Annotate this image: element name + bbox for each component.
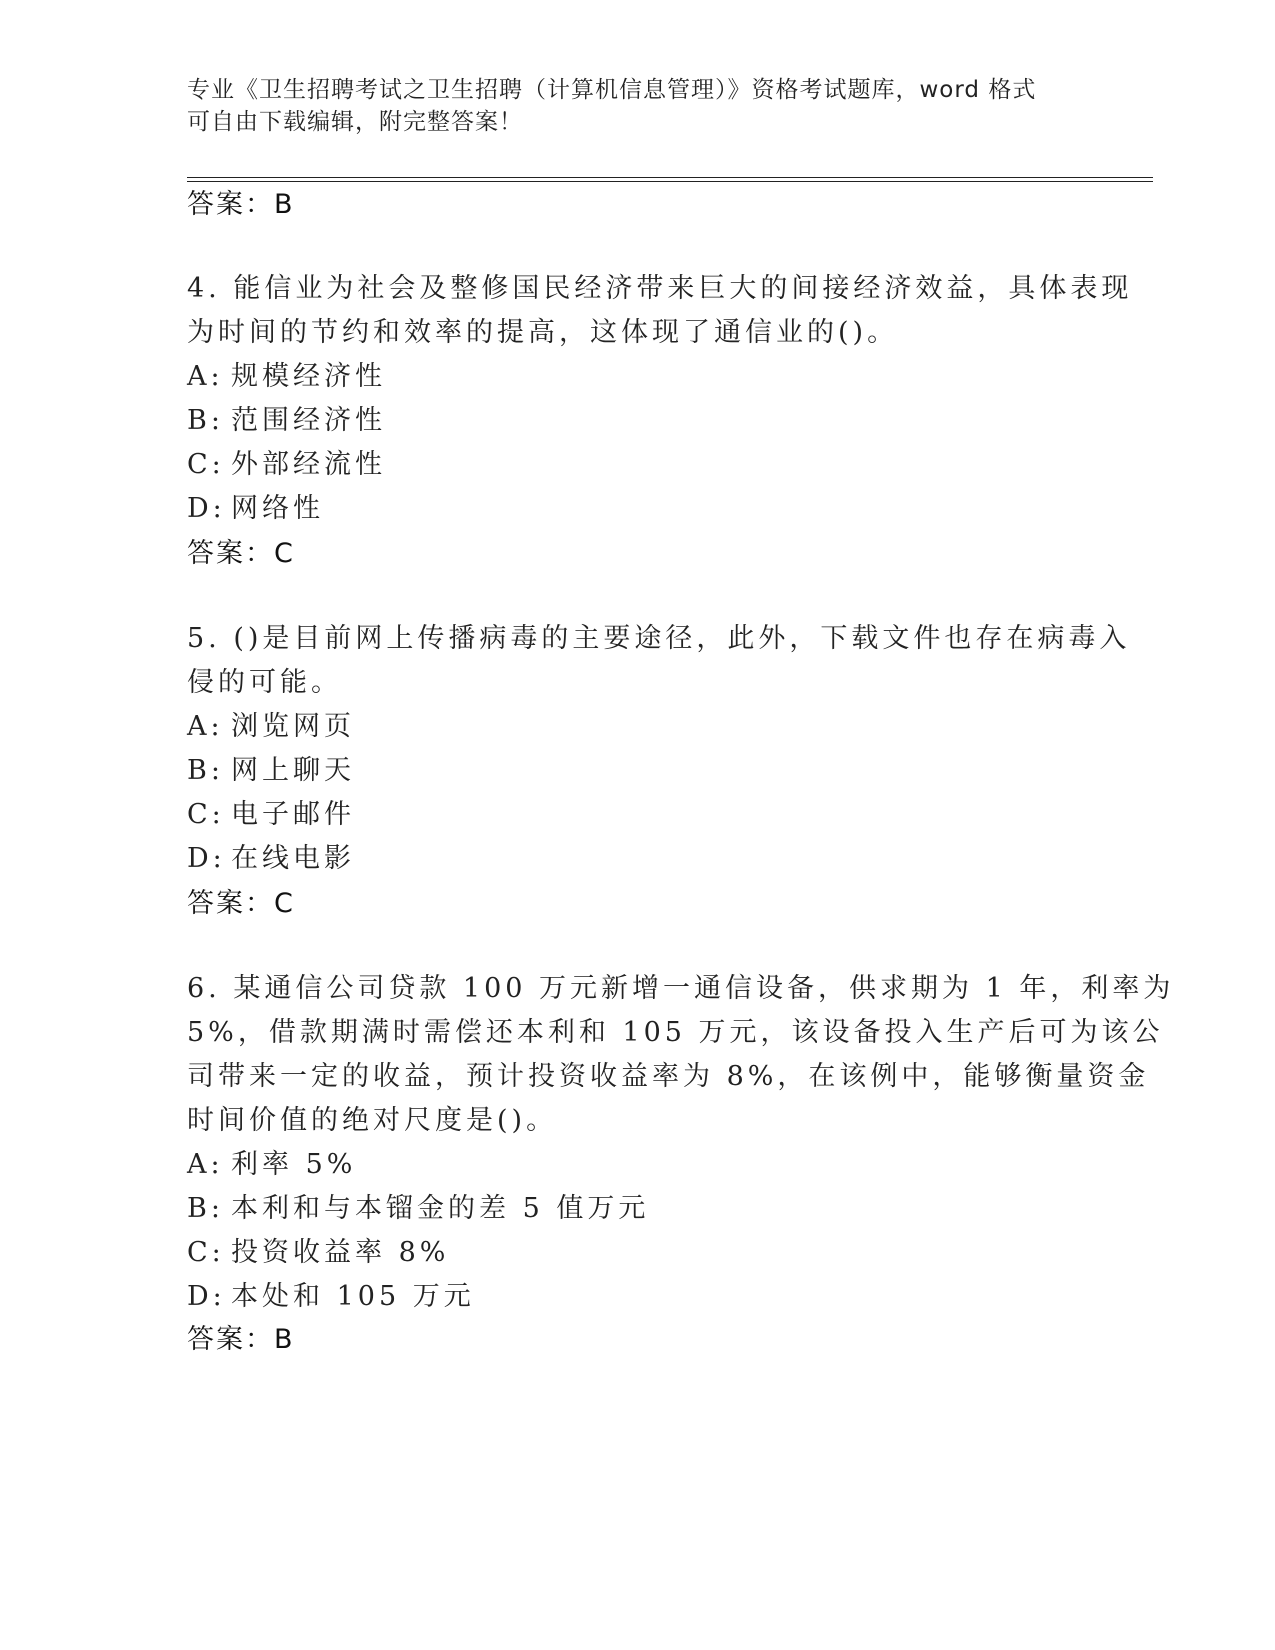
question-6-option-a (187, 1148, 356, 1182)
question-6-line-3: 司带来一定的收益，预计投资收益率为 8%，在该例中，能够衡量资金 (187, 1061, 1150, 1092)
question-5-line-1: 5. ()是目前网上传播病毒的主要途径，此外，下载文件也存在病毒入 (187, 623, 1131, 654)
option-text: 网络性 (231, 493, 324, 524)
question-6-answer: 答案：B (187, 1324, 295, 1355)
question-6-line-4: 时间价值的绝对尺度是()。 (187, 1105, 558, 1136)
question-6-line-2: 5%，借款期满时需偿还本利和 105 万元，该设备投入生产后可为该公 (187, 1017, 1164, 1048)
header-line-2: 可自由下载编辑，附完整答案！ (187, 109, 523, 135)
document-header (187, 74, 1067, 138)
option-letter: A: (187, 1149, 224, 1180)
previous-answer: 答案：B (187, 189, 295, 220)
option-letter: D: (187, 493, 226, 524)
option-letter: B: (187, 405, 224, 436)
question-5-option-c (187, 798, 355, 832)
question-6-line-1: 6. 某通信公司贷款 100 万元新增一通信设备，供求期为 1 年，利率为 (187, 973, 1175, 1004)
option-text: 电子邮件 (231, 799, 355, 830)
option-text: 本处和 105 万元 (231, 1281, 475, 1312)
option-text: 规模经济性 (231, 361, 386, 392)
question-4-answer: 答案：C (187, 538, 295, 569)
question-4-option-a (187, 360, 386, 394)
question-6-option-c (187, 1236, 449, 1270)
option-text: 外部经流性 (231, 449, 386, 480)
question-6-option-d (187, 1280, 475, 1314)
question-6-option-b (187, 1192, 649, 1226)
question-4-option-d (187, 492, 324, 526)
option-text: 在线电影 (231, 843, 355, 874)
question-5-line-2: 侵的可能。 (187, 667, 342, 698)
question-4-line-1: 4. 能信业为社会及整修国民经济带来巨大的间接经济效益，具体表现 (187, 273, 1133, 304)
option-letter: A: (187, 361, 224, 392)
option-letter: C: (187, 449, 225, 480)
option-letter: B: (187, 755, 224, 786)
question-4-option-c (187, 448, 386, 482)
option-letter: C: (187, 799, 225, 830)
question-5-option-d (187, 842, 355, 876)
option-letter: D: (187, 1281, 226, 1312)
option-text: 利率 5% (231, 1149, 357, 1180)
header-divider-top (187, 177, 1153, 178)
option-text: 网上聊天 (231, 755, 355, 786)
option-letter: C: (187, 1237, 225, 1268)
option-text: 本利和与本镏金的差 5 值万元 (231, 1193, 650, 1224)
header-divider-bottom (187, 181, 1153, 182)
header-line-1: 专业《卫生招聘考试之卫生招聘（计算机信息管理）》资格考试题库，word 格式 (187, 77, 1037, 103)
option-text: 投资收益率 8% (231, 1237, 450, 1268)
question-5-answer: 答案：C (187, 888, 295, 919)
option-letter: D: (187, 843, 226, 874)
option-text: 浏览网页 (231, 711, 355, 742)
question-4-option-b (187, 404, 386, 438)
question-5-option-b (187, 754, 355, 788)
question-4-line-2: 为时间的节约和效率的提高，这体现了通信业的()。 (187, 317, 899, 348)
question-5-option-a (187, 710, 355, 744)
option-text: 范围经济性 (231, 405, 386, 436)
option-letter: A: (187, 711, 224, 742)
option-letter: B: (187, 1193, 224, 1224)
